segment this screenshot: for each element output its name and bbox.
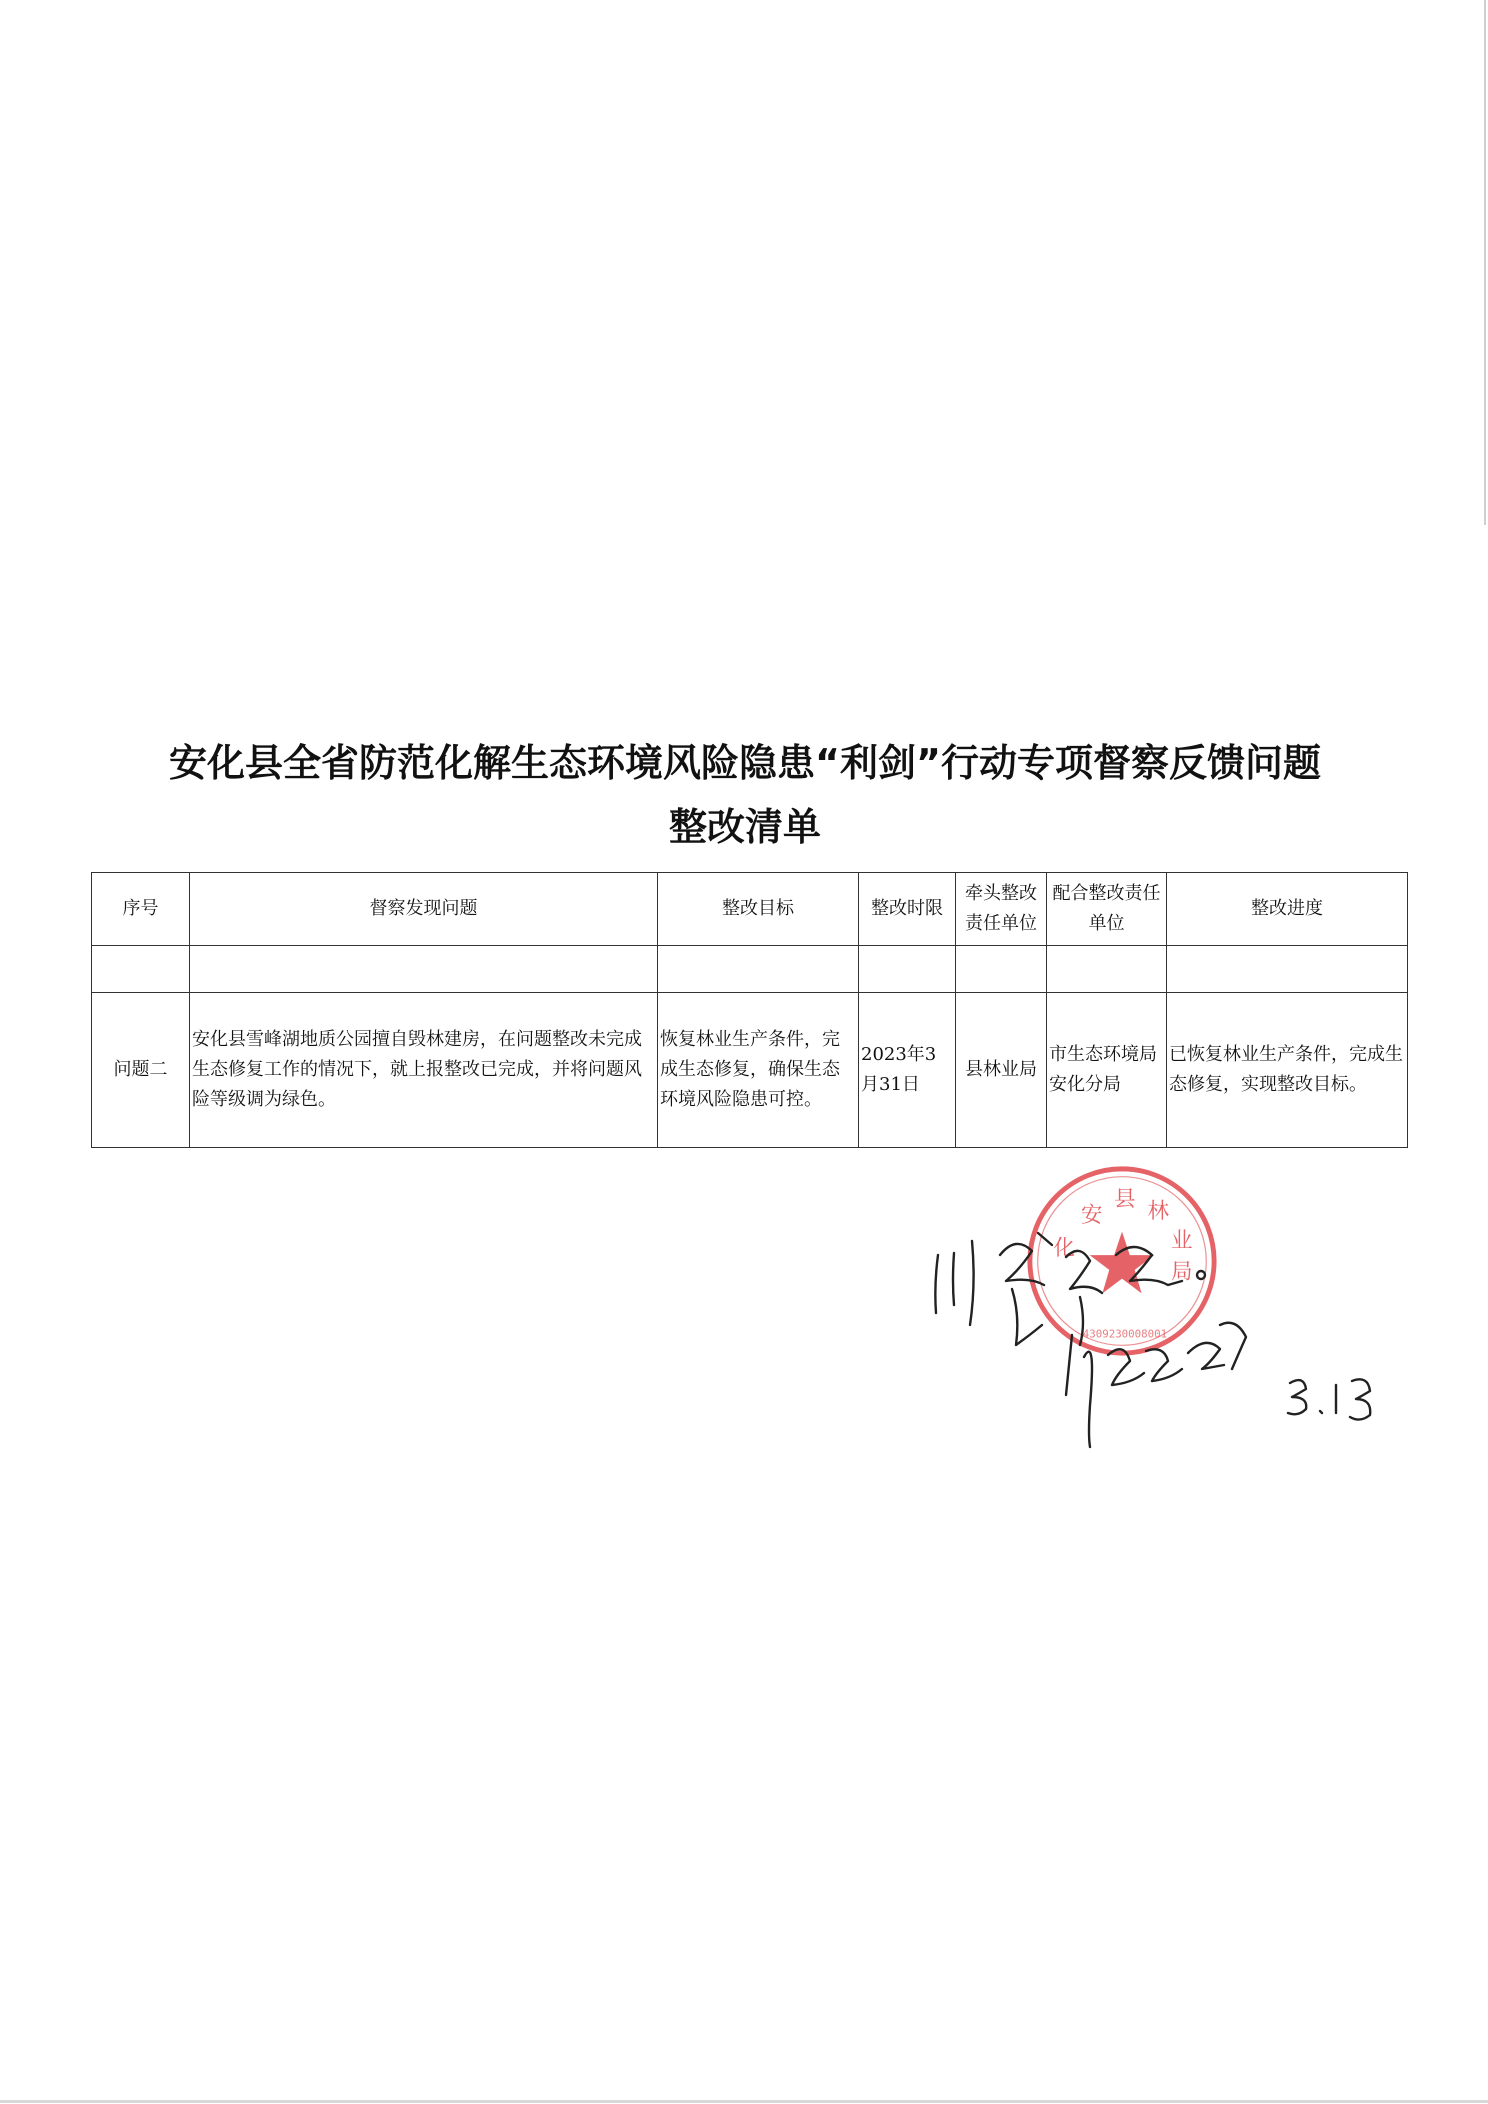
header-support-unit: 配合整改责任单位	[1047, 873, 1167, 946]
document-subtitle: 整改清单	[668, 805, 821, 849]
svg-text:4309230008001: 4309230008001	[1082, 1327, 1168, 1341]
header-lead-unit: 牵头整改责任单位	[956, 873, 1047, 946]
table-cell	[1047, 946, 1167, 993]
row-deadline: 2023年3月31日	[859, 993, 956, 1148]
svg-text:化: 化	[1053, 1236, 1075, 1262]
row-progress: 已恢复林业生产条件，完成生态修复，实现整改目标。	[1167, 993, 1408, 1148]
table-cell	[859, 946, 956, 993]
table-cell	[190, 946, 658, 993]
header-index: 序号	[92, 873, 190, 946]
scan-edge-artifact	[0, 2100, 1488, 2103]
table-cell	[1167, 946, 1408, 993]
table-cell	[658, 946, 859, 993]
svg-text:局: 局	[1171, 1259, 1193, 1285]
header-issue: 督察发现问题	[190, 873, 658, 946]
row-index: 问题二	[92, 993, 190, 1148]
row-lead-unit: 县林业局	[956, 993, 1047, 1148]
header-progress: 整改进度	[1167, 873, 1408, 946]
svg-text:业: 业	[1171, 1228, 1193, 1254]
svg-text:县: 县	[1114, 1187, 1136, 1213]
table-header-row	[92, 873, 1408, 946]
signature-date: 3.13	[1290, 1442, 1295, 1444]
svg-text:安: 安	[1080, 1202, 1103, 1228]
table-empty-row	[92, 946, 1408, 993]
handwritten-signature	[920, 1185, 1400, 1455]
svg-text:林: 林	[1147, 1198, 1170, 1224]
table-row	[92, 993, 1408, 1148]
rectification-table	[91, 872, 1408, 1148]
document-title: 安化县全省防范化解生态环境风险隐患“利剑”行动专项督察反馈问题	[169, 741, 1321, 785]
table-cell	[956, 946, 1047, 993]
row-goal: 恢复林业生产条件，完成生态修复，确保生态环境风险隐患可控。	[658, 993, 859, 1148]
scan-edge-artifact	[1484, 0, 1486, 525]
table-cell	[92, 946, 190, 993]
header-goal: 整改目标	[658, 873, 859, 946]
row-support-unit: 市生态环境局安化分局	[1047, 993, 1167, 1148]
header-deadline: 整改时限	[859, 873, 956, 946]
row-issue: 安化县雪峰湖地质公园擅自毁林建房，在问题整改未完成生态修复工作的情况下，就上报整改已完成，并将问题风险等级调为绿色。	[190, 993, 658, 1148]
